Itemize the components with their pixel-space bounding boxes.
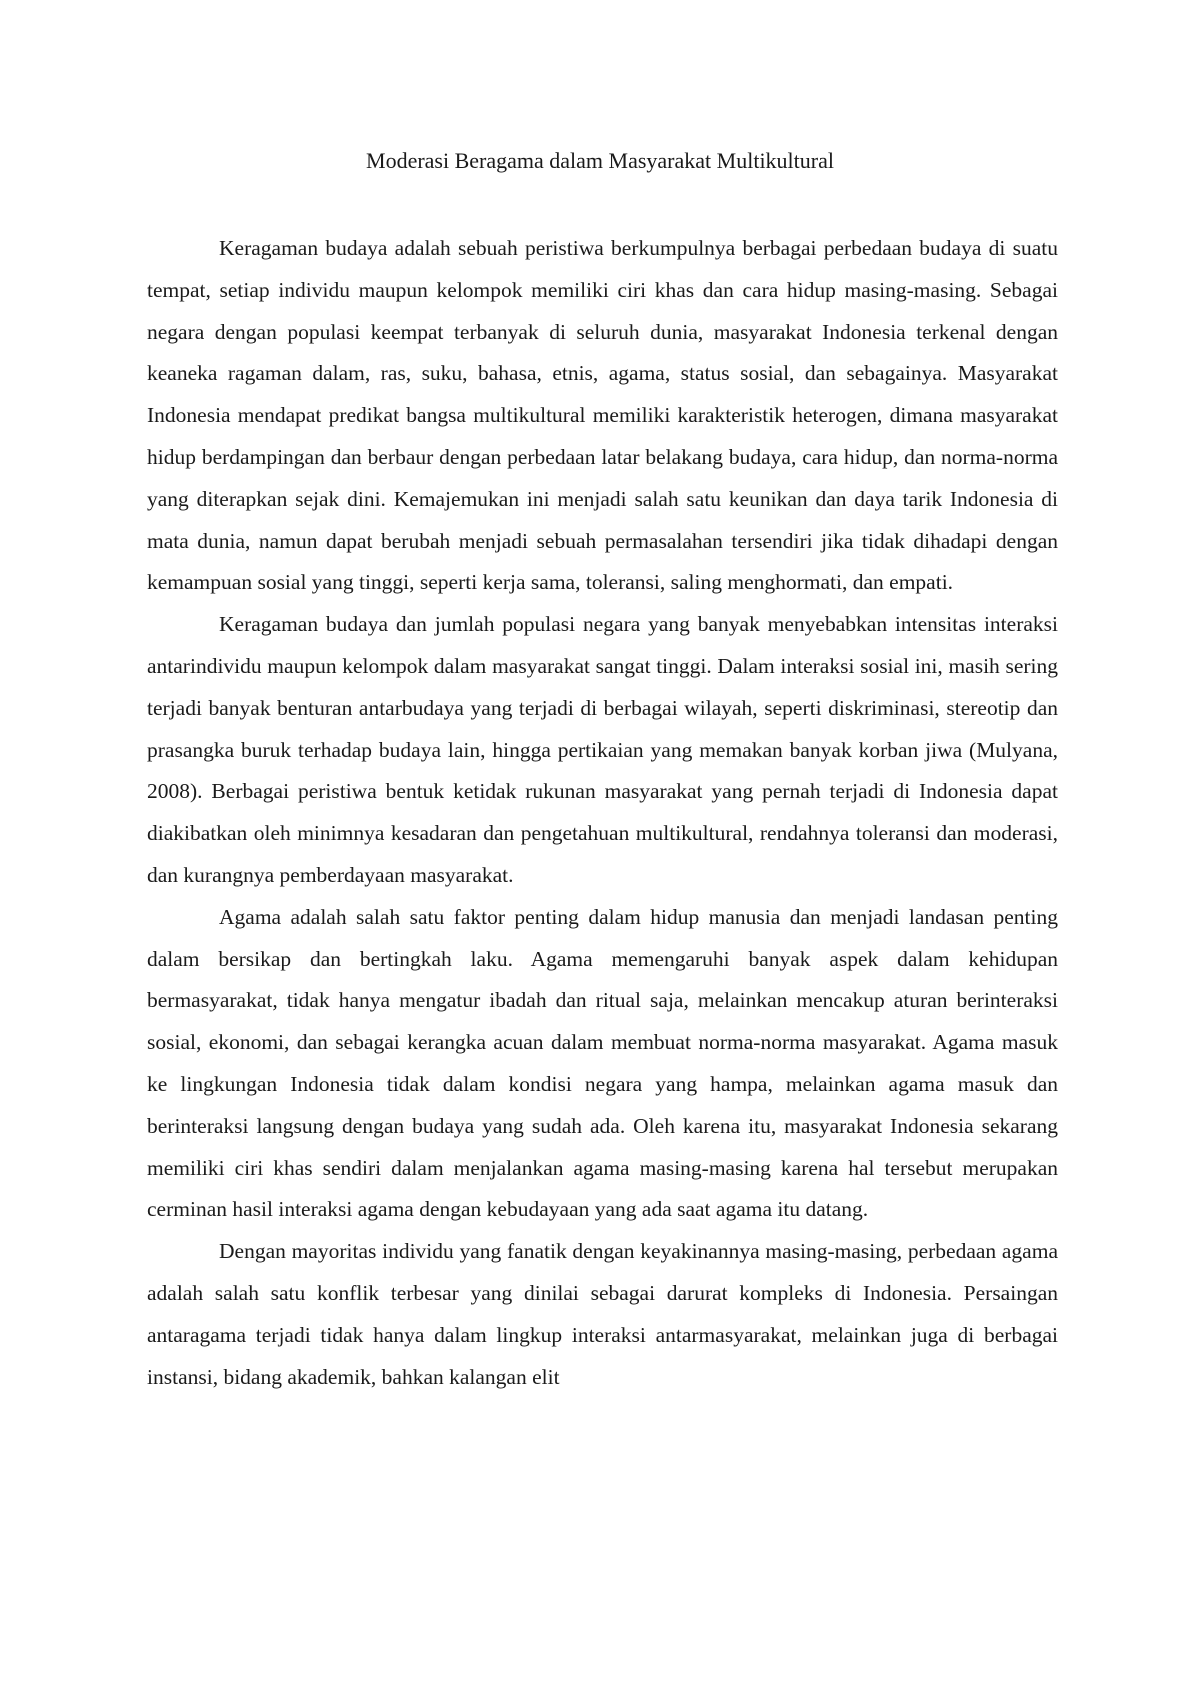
paragraph-2: Keragaman budaya dan jumlah populasi negara yang banyak menyebabkan intensitas interaksi antarindividu maupun kelompok dalam masyarakat sangat tinggi. Dalam interaksi sosial ini, masih sering terjadi banyak benturan antarbudaya yang terjadi di berbagai wilayah, seperti diskriminasi, stereotip dan prasangka buruk terhadap budaya lain, hingga pertikaian yang memakan banyak korban jiwa (Mulyana, 2008). Berbagai peristiwa bentuk ketidak rukunan masyarakat yang pernah terjadi di Indonesia dapat diakibatkan oleh minimnya kesadaran dan pengetahuan multikultural, rendahnya toleransi dan moderasi, dan kurangnya pemberdayaan masyarakat. [147,612,1058,887]
paragraph-1: Keragaman budaya adalah sebuah peristiwa berkumpulnya berbagai perbedaan budaya di suatu tempat, setiap individu maupun kelompok memiliki ciri khas dan cara hidup masing-masing. Sebagai negara dengan populasi keempat terbanyak di seluruh dunia, masyarakat Indonesia terkenal dengan keaneka ragaman dalam, ras, suku, bahasa, etnis, agama, status sosial, dan sebagainya. Masyarakat Indonesia mendapat predikat bangsa multikultural memiliki karakteristik heterogen, dimana masyarakat hidup berdampingan dan berbaur dengan perbedaan latar belakang budaya, cara hidup, dan norma-norma yang diterapkan sejak dini. Kemajemukan ini menjadi salah satu keunikan dan daya tarik Indonesia di mata dunia, namun dapat berubah menjadi sebuah permasalahan tersendiri jika tidak dihadapi dengan kemampuan sosial yang tinggi, seperti kerja sama, toleransi, saling menghormati, dan empati. [147,236,1058,595]
paragraph-3: Agama adalah salah satu faktor penting dalam hidup manusia dan menjadi landasan penting dalam bersikap dan bertingkah laku. Agama memengaruhi banyak aspek dalam kehidupan bermasyarakat, tidak hanya mengatur ibadah dan ritual saja, melainkan mencakup aturan berinteraksi sosial, ekonomi, dan sebagai kerangka acuan dalam membuat norma-norma masyarakat. Agama masuk ke lingkungan Indonesia tidak dalam kondisi negara yang hampa, melainkan agama masuk dan berinteraksi langsung dengan budaya yang sudah ada. Oleh karena itu, masyarakat Indonesia sekarang memiliki ciri khas sendiri dalam menjalankan agama masing-masing karena hal tersebut merupakan cerminan hasil interaksi agama dengan kebudayaan yang ada saat agama itu datang. [147,904,1058,1222]
document-title: Moderasi Beragama dalam Masyarakat Multikultural [366,148,834,173]
paragraph-4: Dengan mayoritas individu yang fanatik dengan keyakinannya masing-masing, perbedaan agama adalah salah satu konflik terbesar yang dinilai sebagai darurat kompleks di Indonesia. Persaingan antaragama terjadi tidak hanya dalam lingkup interaksi antarmasyarakat, melainkan juga di berbagai instansi, bidang akademik, bahkan kalangan elit [147,1239,1058,1389]
document-body [147,228,1058,1398]
